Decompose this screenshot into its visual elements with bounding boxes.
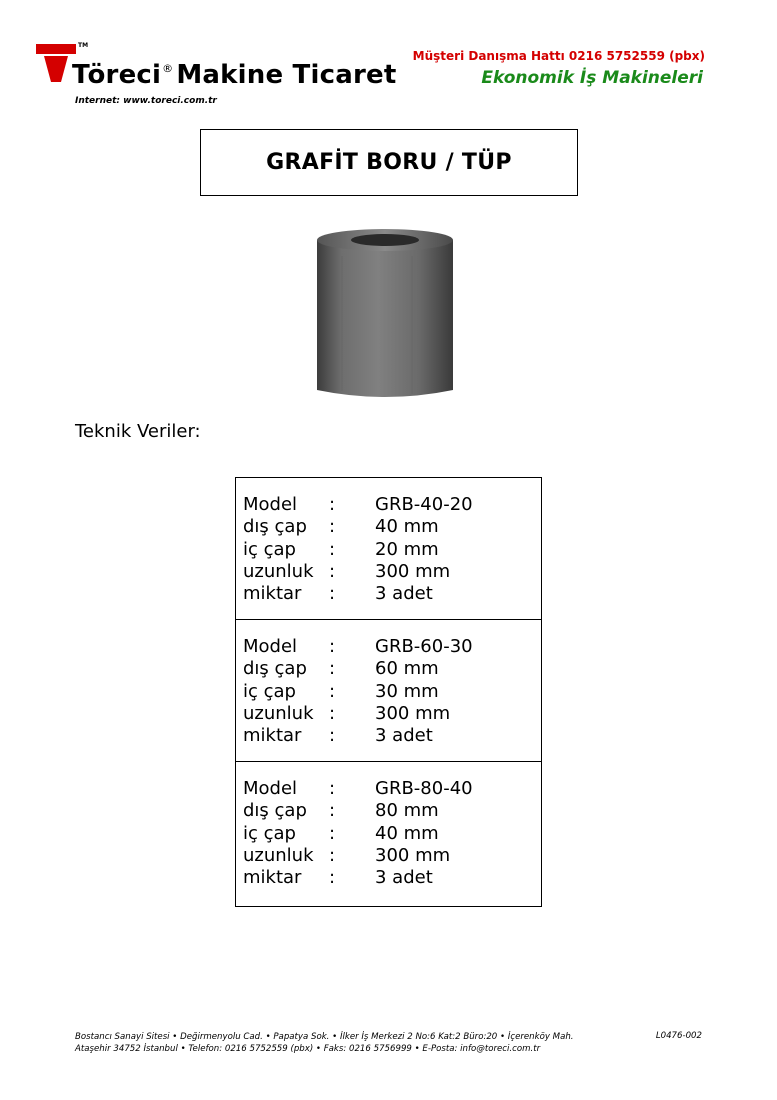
spec-block-grb-40-20 <box>236 478 541 620</box>
spec-row <box>236 516 541 538</box>
spec-table <box>235 477 542 907</box>
spec-separator: : <box>329 560 336 582</box>
spec-key: miktar <box>243 583 302 605</box>
spec-separator: : <box>329 800 336 822</box>
spec-value: 20 mm <box>375 538 439 560</box>
footer-address <box>75 1031 574 1055</box>
spec-key: dış çap <box>243 516 307 538</box>
spec-row <box>236 703 541 725</box>
technical-data-label: Teknik Veriler: <box>75 421 201 442</box>
spec-value: 3 adet <box>375 725 433 747</box>
spec-value: 80 mm <box>375 800 439 822</box>
registered-mark: ® <box>162 62 174 75</box>
spec-separator: : <box>329 822 336 844</box>
customer-hotline: Müşteri Danışma Hattı 0216 5752559 (pbx) <box>412 49 705 63</box>
spec-key: iç çap <box>243 822 296 844</box>
spec-separator: : <box>329 680 336 702</box>
footer-line-1: Bostancı Sanayi Sitesi • Değirmenyolu Cad. • Papatya Sok. • İlker İş Merkezi 2 No:6 Kat:2 Büro:20 • İçerenköy Mah. <box>75 1032 574 1042</box>
spec-separator: : <box>329 725 336 747</box>
trademark-symbol: TM <box>78 42 89 49</box>
spec-key: uzunluk <box>243 560 314 582</box>
spec-key: Model <box>243 778 298 799</box>
spec-value: 300 mm <box>375 844 451 866</box>
spec-value: GRB-40-20 <box>375 494 473 515</box>
brand-name: Töreci <box>72 60 162 90</box>
spec-value: 60 mm <box>375 658 439 680</box>
spec-key: uzunluk <box>243 702 314 724</box>
spec-row <box>236 867 541 889</box>
spec-separator: : <box>329 844 336 866</box>
page-title: GRAFİT BORU / TÜP <box>266 150 512 175</box>
spec-row <box>236 561 541 583</box>
spec-separator: : <box>329 583 336 605</box>
spec-value: GRB-60-30 <box>375 636 473 657</box>
spec-row <box>236 636 541 658</box>
spec-separator: : <box>329 658 336 680</box>
company-logo <box>36 44 396 104</box>
spec-separator: : <box>329 702 336 724</box>
spec-block-grb-80-40 <box>236 762 541 906</box>
spec-value: 3 adet <box>375 867 433 889</box>
brand-suffix: Makine Ticaret <box>176 60 397 90</box>
spec-key: Model <box>243 494 298 515</box>
spec-separator: : <box>329 636 336 657</box>
spec-row <box>236 845 541 867</box>
spec-separator: : <box>329 516 336 538</box>
spec-key: miktar <box>243 725 302 747</box>
title-box <box>200 129 578 196</box>
spec-value: 30 mm <box>375 680 439 702</box>
internet-address: Internet: www.toreci.com.tr <box>75 96 217 106</box>
spec-key: dış çap <box>243 800 307 822</box>
footer-line-2: Ataşehir 34752 İstanbul • Telefon: 0216 5752559 (pbx) • Faks: 0216 5756999 • E-Posta: info@toreci.com.tr <box>75 1044 541 1054</box>
spec-block-grb-60-30 <box>236 620 541 762</box>
spec-separator: : <box>329 778 336 799</box>
spec-key: Model <box>243 636 298 657</box>
spec-row <box>236 494 541 516</box>
spec-separator: : <box>329 538 336 560</box>
spec-key: miktar <box>243 867 302 889</box>
spec-row <box>236 725 541 747</box>
spec-value: 3 adet <box>375 583 433 605</box>
spec-value: 300 mm <box>375 560 451 582</box>
spec-separator: : <box>329 867 336 889</box>
spec-value: 300 mm <box>375 702 451 724</box>
graphite-tube-image <box>312 226 458 402</box>
spec-value: GRB-80-40 <box>375 778 473 799</box>
spec-row <box>236 583 541 605</box>
spec-key: uzunluk <box>243 844 314 866</box>
spec-key: dış çap <box>243 658 307 680</box>
spec-key: iç çap <box>243 680 296 702</box>
spec-row <box>236 539 541 561</box>
spec-row <box>236 823 541 845</box>
spec-row <box>236 778 541 800</box>
spec-value: 40 mm <box>375 516 439 538</box>
spec-key: iç çap <box>243 538 296 560</box>
spec-row <box>236 681 541 703</box>
spec-row <box>236 658 541 680</box>
spec-value: 40 mm <box>375 822 439 844</box>
company-name <box>72 60 396 90</box>
document-code: L0476-002 <box>655 1031 702 1041</box>
spec-separator: : <box>329 494 336 515</box>
company-slogan: Ekonomik İş Makineleri <box>481 68 703 88</box>
spec-row <box>236 800 541 822</box>
